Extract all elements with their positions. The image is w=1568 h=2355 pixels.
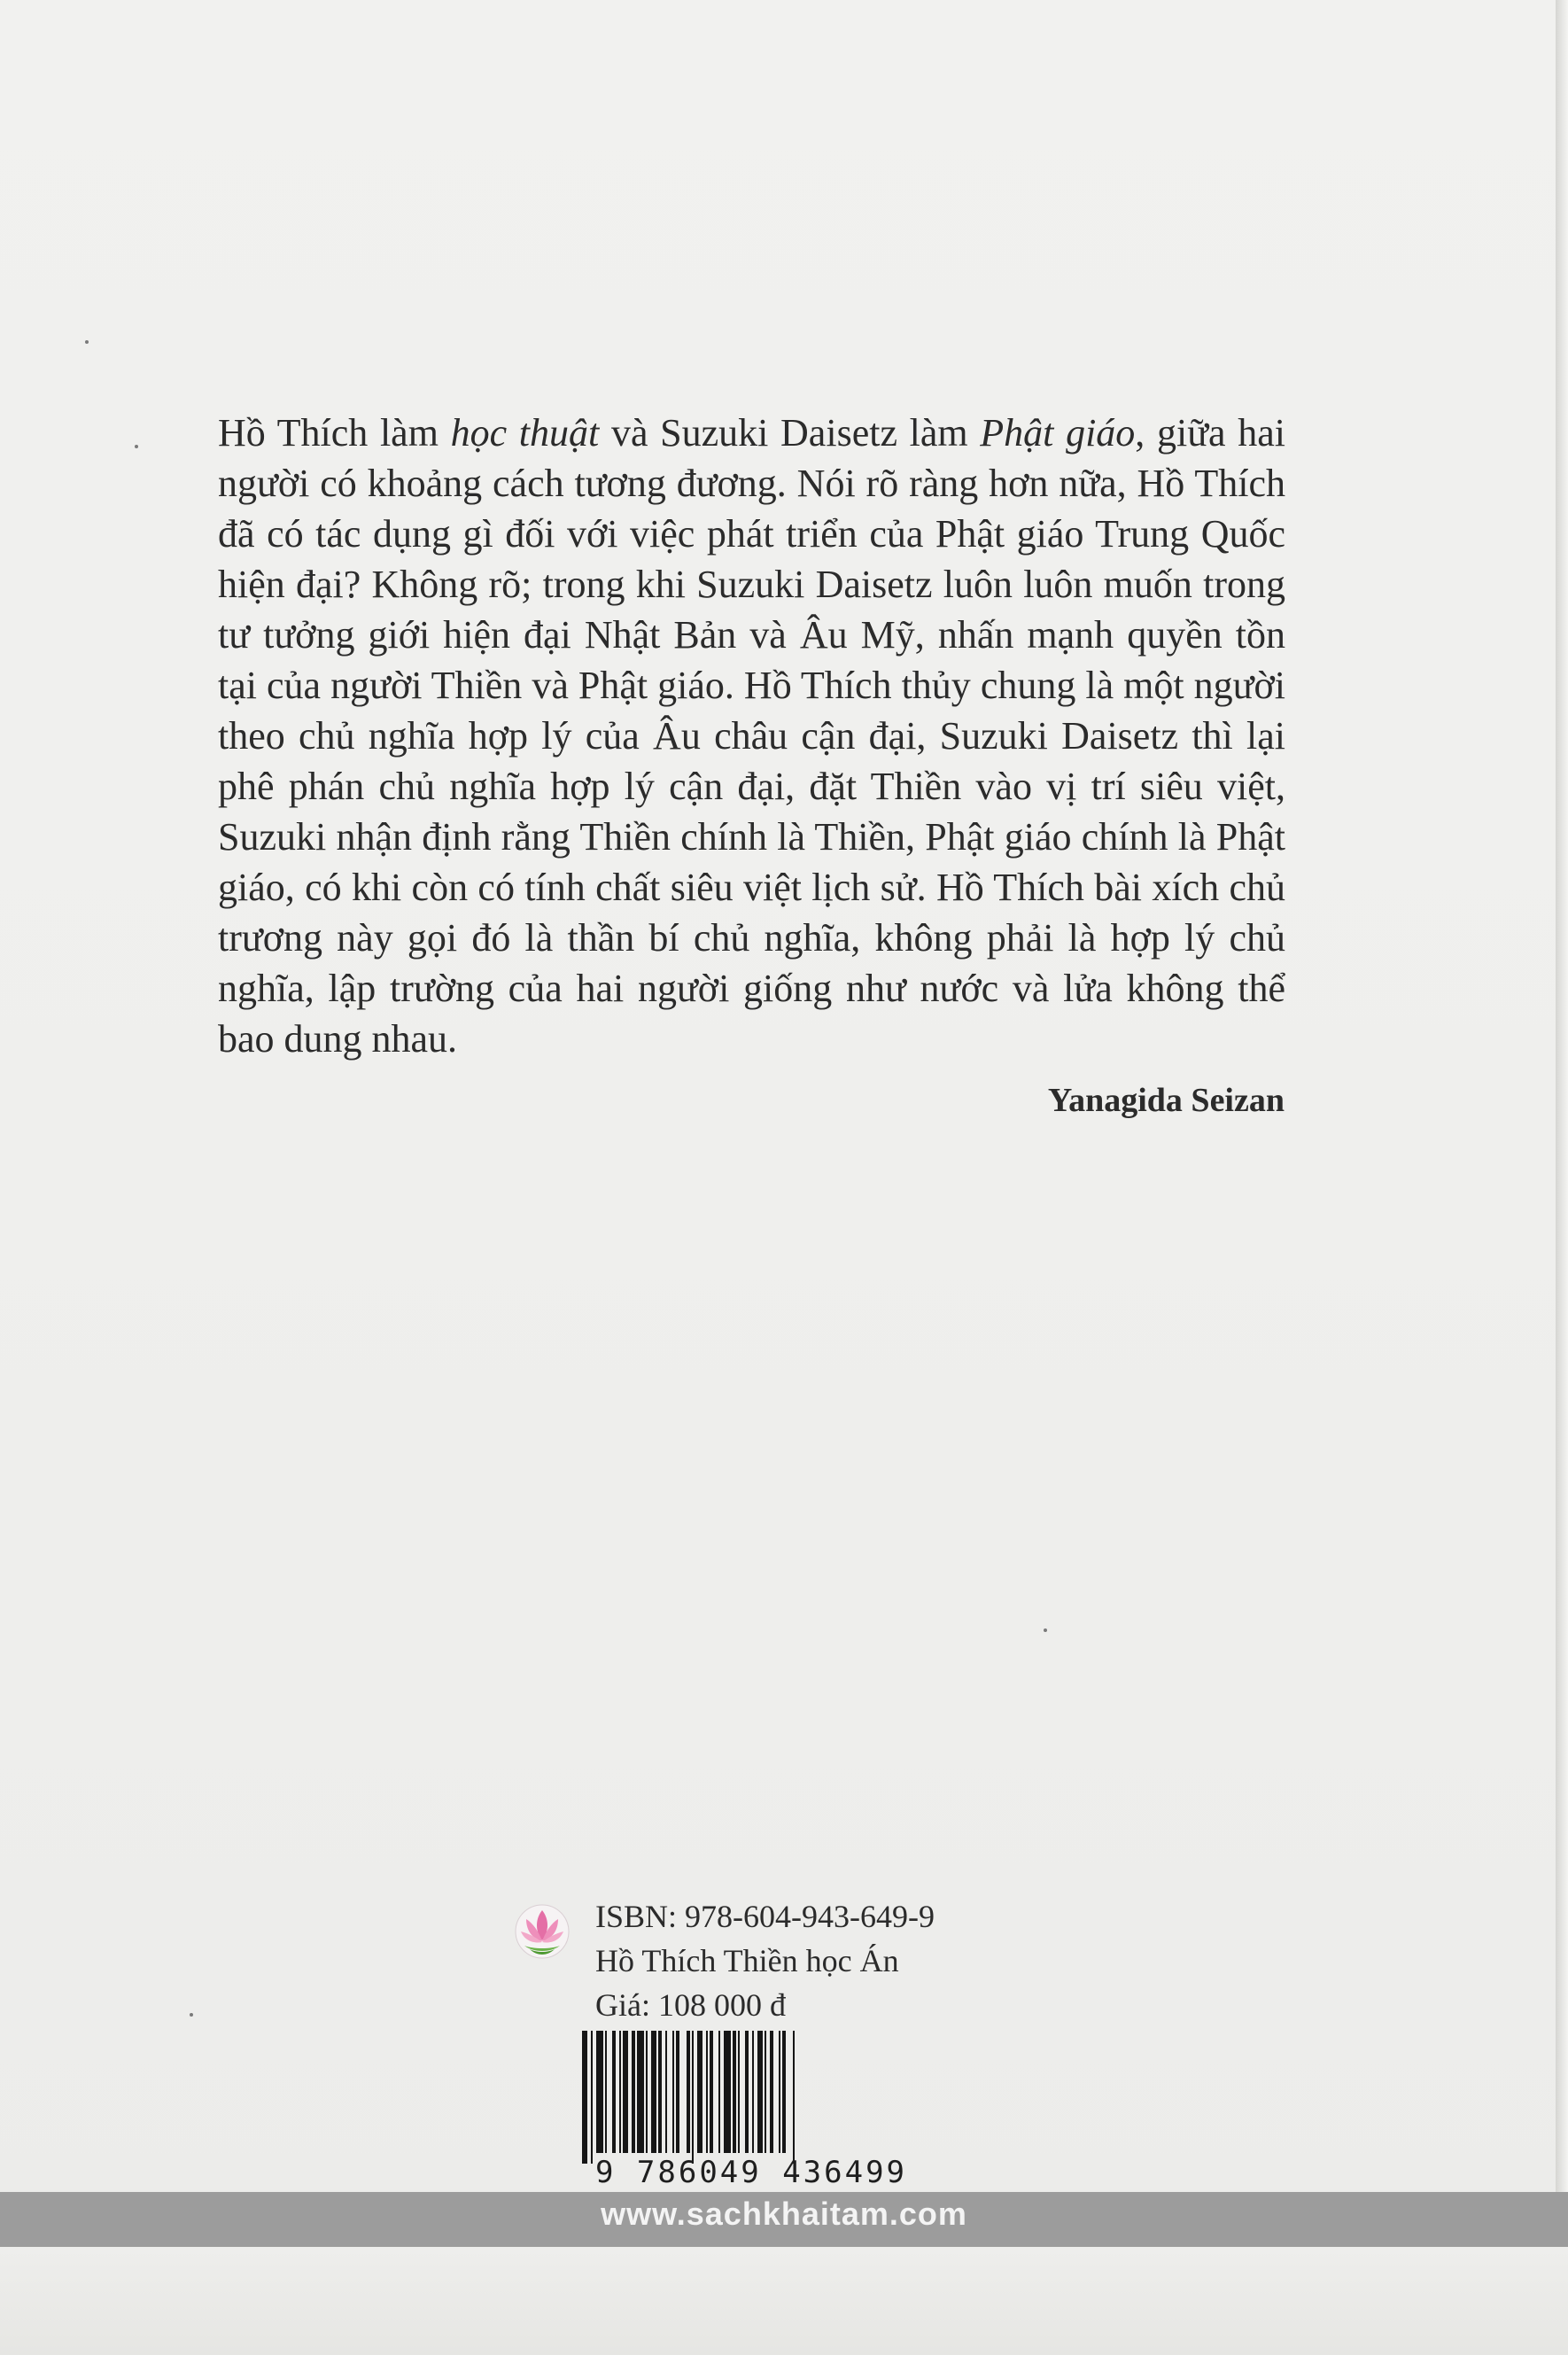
lotus-icon bbox=[514, 1900, 571, 1965]
barcode-bar bbox=[765, 2031, 766, 2153]
book-title-text: Hồ Thích Thiền học Án bbox=[595, 1943, 899, 1978]
blurb-paragraph bbox=[218, 408, 1285, 1064]
blurb-segment-1: Hồ Thích làm bbox=[218, 411, 451, 455]
blurb-segment-5: , giữa hai người có khoảng cách tương đương. Nói rõ ràng hơn nữa, Hồ Thích đã có tác dụng gì đối với việc phát triển của Phật giáo Trung Quốc hiện đại? Không rõ; trong khi Suzuki Daisetz luôn luôn muốn trong tư tưởng giới hiện đại Nhật Bản và Âu Mỹ, nhấn mạnh quyền tồn tại của người Thiền và Phật giáo. Hồ Thích thủy chung là một người theo chủ nghĩa hợp lý của Âu châu cận đại, Suzuki Daisetz thì lại phê phán chủ nghĩa hợp lý cận đại, đặt Thiền vào vị trí siêu việt, Suzuki nhận định rằng Thiền chính là Thiền, Phật giáo chính là Phật giáo, có khi còn có tính chất siêu việt lịch sử. Hồ Thích bài xích chủ trương này gọi đó là thần bí chủ nghĩa, không phải là hợp lý chủ nghĩa, lập trường của hai người giống như nước và lửa không thể bao dung nhau. bbox=[218, 411, 1285, 1061]
blurb-segment-2-italic: học thuật bbox=[450, 411, 600, 455]
quote-author: Yanagida Seizan bbox=[1047, 1082, 1285, 1119]
dust-speck bbox=[190, 2013, 193, 2017]
barcode-bar bbox=[687, 2031, 690, 2153]
dust-speck bbox=[85, 340, 89, 344]
barcode-bar bbox=[782, 2031, 786, 2153]
dust-speck bbox=[135, 445, 138, 448]
price-text: Giá: 108 000 đ bbox=[595, 1987, 786, 2023]
barcode-bar bbox=[651, 2031, 656, 2153]
barcode-bar bbox=[738, 2031, 740, 2153]
barcode-bar bbox=[623, 2031, 628, 2153]
website-url: www.sachkhaitam.com bbox=[601, 2196, 967, 2232]
barcode-digits: 9 786049 436499 bbox=[594, 2155, 908, 2190]
barcode-bar bbox=[770, 2031, 773, 2153]
barcode-bar bbox=[582, 2031, 587, 2164]
barcode-bar bbox=[745, 2031, 749, 2153]
back-cover-blurb bbox=[218, 408, 1285, 1064]
blurb-segment-3: và Suzuki Daisetz làm bbox=[599, 411, 981, 455]
barcode-bar bbox=[632, 2031, 635, 2153]
barcode-bar bbox=[724, 2031, 731, 2153]
barcode-bar bbox=[710, 2031, 713, 2153]
barcode-bar bbox=[718, 2031, 720, 2153]
blurb-segment-4-italic: Phật giáo bbox=[980, 411, 1136, 455]
barcode-bar bbox=[591, 2031, 593, 2164]
barcode-bar bbox=[658, 2031, 662, 2153]
dust-speck bbox=[1044, 1628, 1047, 1632]
isbn-barcode bbox=[570, 2031, 933, 2194]
barcode-bars bbox=[570, 2031, 933, 2164]
barcode-bar bbox=[779, 2031, 780, 2153]
barcode-bar bbox=[733, 2031, 736, 2153]
barcode-bar bbox=[752, 2031, 754, 2153]
barcode-bar bbox=[676, 2031, 679, 2153]
bottom-strip bbox=[0, 2247, 1568, 2355]
barcode-bar bbox=[596, 2031, 603, 2153]
barcode-bar bbox=[646, 2031, 648, 2153]
barcode-bar bbox=[619, 2031, 621, 2153]
barcode-bar bbox=[757, 2031, 763, 2153]
cover-spine-edge bbox=[1556, 0, 1568, 2355]
barcode-bar bbox=[706, 2031, 708, 2153]
barcode-bar bbox=[697, 2031, 702, 2153]
barcode-bar bbox=[612, 2031, 616, 2153]
book-info-lines bbox=[595, 1894, 935, 2027]
barcode-bar bbox=[793, 2031, 795, 2164]
barcode-bar bbox=[672, 2031, 674, 2153]
barcode-bar bbox=[637, 2031, 644, 2153]
isbn-text: ISBN: 978-604-943-649-9 bbox=[595, 1899, 935, 1934]
barcode-bar bbox=[605, 2031, 607, 2153]
barcode-bar bbox=[665, 2031, 667, 2153]
barcode-bar bbox=[692, 2031, 694, 2164]
